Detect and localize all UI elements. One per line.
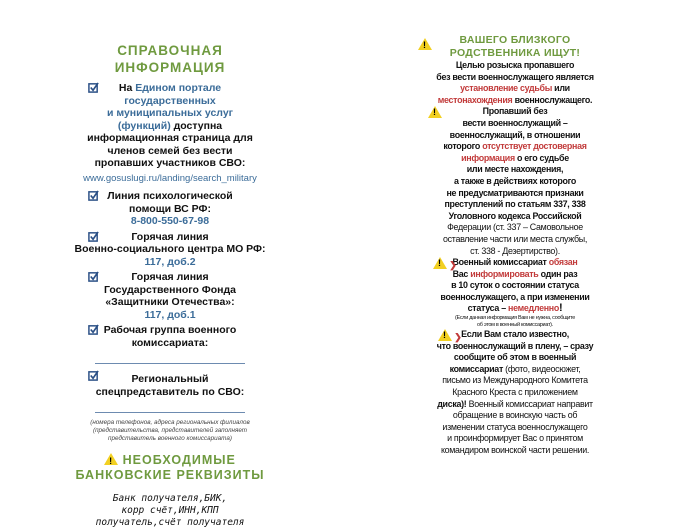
- text: комиссариат: [449, 363, 503, 374]
- relative-search-title: [400, 34, 630, 60]
- checkbox-checked-icon: [88, 82, 99, 93]
- portal-link-text: и муниципальных услуг: [106, 107, 234, 119]
- left-panel: [60, 42, 280, 529]
- text: без вести военнослужащего является: [436, 71, 594, 82]
- portal-link-text: (функций): [117, 119, 171, 132]
- warning-triangle-icon: [438, 329, 452, 341]
- text: военнослужащего, а при изменении: [440, 291, 590, 302]
- phone-number: 8-800-550-67-98: [130, 215, 210, 227]
- title-line: РОДСТВЕННИКА ИЩУТ!: [449, 47, 581, 59]
- gosuslugi-url[interactable]: www.gosuslugi.ru/landing/search_military: [83, 172, 257, 184]
- working-group-item: [60, 324, 280, 364]
- title-line: ВАШЕГО БЛИЗКОГО: [459, 34, 571, 46]
- purpose-paragraph: [400, 60, 630, 106]
- text: пропавших участников СВО:: [94, 157, 246, 169]
- text: «Защитники Отечества»:: [105, 296, 235, 308]
- text: На: [118, 82, 136, 94]
- highlight-text: информировать: [470, 268, 539, 279]
- highlight-text: информация: [461, 152, 515, 163]
- text: вести военнослужащий –: [462, 117, 568, 128]
- text: преступлений по статьям 337, 338: [444, 199, 586, 210]
- text: доступна: [170, 119, 223, 132]
- fill-in-line: [95, 412, 245, 413]
- text: статуса –: [467, 303, 509, 314]
- text: что военнослужащий в плену, – сразу: [436, 340, 594, 351]
- bank-details-title: [60, 453, 280, 483]
- highlight-text: местонахождения: [437, 94, 513, 105]
- text: Горячая линия: [131, 271, 209, 283]
- text: военнослужащего.: [512, 94, 593, 105]
- text: один раз: [538, 268, 578, 279]
- portal-link-text: государственных: [124, 94, 216, 107]
- text: о его судьбе: [514, 152, 569, 163]
- chevron-right-icon: ❯: [452, 332, 462, 343]
- note-text: (Если данная информация Вам не нужна, сообщите: [455, 315, 575, 322]
- text: Целью розыска пропавшего: [455, 60, 575, 70]
- phone-number: 117, доб.2: [144, 255, 196, 268]
- text: получатель,счёт получателя: [95, 517, 245, 528]
- text: Линия психологической: [107, 190, 233, 202]
- text: ст. 338 - Дезертирство).: [470, 245, 560, 256]
- text: обращение в воинскую часть об: [452, 410, 578, 421]
- notification-paragraph: [400, 257, 630, 329]
- text: или: [552, 83, 570, 94]
- text: Красного Креста с приложением: [452, 387, 578, 398]
- portal-link-text: Едином портале: [135, 82, 222, 94]
- text: Вас: [452, 268, 471, 279]
- text: корр счёт,ИНН,КПП: [121, 505, 219, 516]
- checkbox-checked-icon: [88, 190, 99, 201]
- text: (номера телефонов, адреса региональных филиалов: [90, 419, 250, 426]
- checkbox-checked-icon: [88, 231, 99, 242]
- text: Федерации (ст. 337 – Самовольное: [447, 222, 583, 233]
- reference-info-title: [60, 42, 280, 76]
- chevron-right-icon: ❯: [447, 260, 457, 271]
- text: сообщите об этом в военный: [453, 352, 577, 363]
- text: Военный комиссариат: [452, 257, 549, 268]
- text: Банк получателя,БИК,: [112, 493, 228, 504]
- text: изменении статуса военнослужащего: [442, 421, 588, 432]
- bank-details-list: [60, 493, 280, 529]
- text: Если Вам стало известно,: [461, 329, 569, 340]
- text: комиссариата:: [131, 336, 209, 349]
- social-center-item: [60, 231, 280, 269]
- text: Горячая линия: [131, 230, 209, 243]
- warning-icon-group: [433, 257, 456, 272]
- text: которого: [443, 141, 483, 152]
- text: военнослужащий, в отношении: [449, 129, 581, 140]
- right-panel: [400, 34, 630, 457]
- regional-rep-item: [60, 370, 280, 413]
- text: диска)!: [437, 398, 467, 409]
- text: Военно-социального центра МО РФ:: [74, 243, 266, 255]
- text: Уголовного кодекса Российской: [448, 210, 582, 221]
- text: Пропавший без: [482, 106, 548, 117]
- highlight-text: немедленно: [508, 303, 559, 314]
- text: в 10 суток о состоянии статуса: [451, 280, 579, 291]
- text: а также в действиях которого: [453, 175, 577, 186]
- text: (представительства, представителей заполняет: [92, 427, 248, 434]
- captivity-paragraph: [400, 329, 630, 457]
- highlight-text: обязан: [548, 257, 578, 268]
- warning-triangle-icon: [433, 257, 447, 269]
- title-line: СПРАВОЧНАЯ: [117, 43, 223, 58]
- text: (фото, видеосюжет,: [503, 363, 581, 374]
- phone-number: 117, доб.1: [144, 308, 196, 321]
- warning-triangle-icon: [428, 106, 442, 118]
- text: !: [558, 302, 563, 315]
- fund-hotline-item: [60, 271, 280, 321]
- fill-in-line: [95, 363, 245, 364]
- text: Военный комиссариат направит: [466, 398, 593, 409]
- title-line: НЕОБХОДИМЫЕ: [122, 453, 236, 467]
- text: не предусматриваются признаки: [446, 187, 584, 198]
- checkbox-checked-icon: [88, 324, 99, 335]
- text: помощи ВС РФ:: [129, 202, 211, 215]
- highlight-text: установление судьбы: [460, 83, 552, 94]
- text: оставление части или места службы,: [443, 233, 587, 244]
- warning-triangle-icon: [418, 38, 432, 50]
- psych-hotline-item: [60, 190, 280, 228]
- text: командиром воинской части решении.: [440, 445, 590, 455]
- note-text: об этом в военный комиссариат).: [477, 322, 553, 329]
- title-line: БАНКОВСКИЕ РЕКВИЗИТЫ: [75, 468, 265, 482]
- text: Рабочая группа военного: [103, 324, 237, 336]
- text: письмо из Международного Комитета: [442, 375, 588, 386]
- checkbox-checked-icon: [88, 370, 99, 381]
- text: Государственного Фонда: [103, 283, 237, 296]
- text: информационная страница для: [87, 132, 253, 144]
- text: и проинформирует Вас о принятом: [447, 433, 583, 444]
- text: представитель военного комиссариата): [108, 435, 232, 442]
- text: членов семей без вести: [107, 144, 233, 157]
- warning-triangle-icon: [104, 453, 118, 465]
- checkbox-checked-icon: [88, 271, 99, 282]
- warning-icon-group: [438, 329, 461, 344]
- text: Региональный: [131, 373, 209, 385]
- portal-item: [60, 82, 280, 185]
- highlight-text: отсутствует достоверная: [482, 141, 587, 152]
- text: спецпредставитель по СВО:: [95, 385, 245, 398]
- definition-paragraph: [400, 106, 630, 257]
- title-line: ИНФОРМАЦИЯ: [114, 60, 226, 75]
- text: или месте нахождения,: [466, 164, 564, 175]
- fill-note: [60, 419, 280, 443]
